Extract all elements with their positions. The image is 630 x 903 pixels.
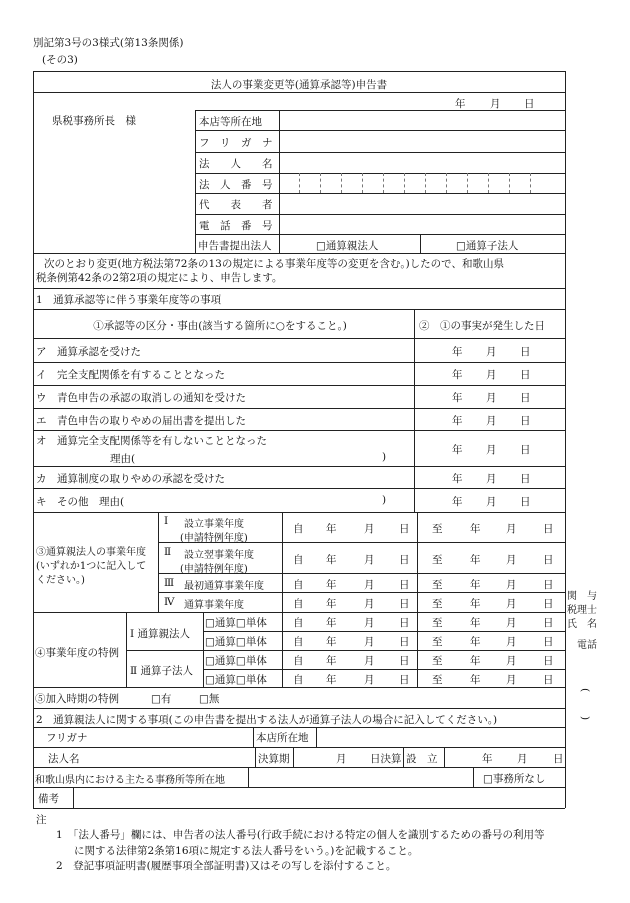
section3-label-1: ③通算親法人の事業年度 [36,547,146,558]
sp4-from: 自 [293,674,304,686]
intro-text-1: 次のとおり変更(地方税法第72条の13の規定による事業年度等の変更を含む。)したので、和歌山県 [44,258,504,270]
sp4-from-year: 年 [326,674,337,686]
special-row1-option[interactable]: □通算□単体 [205,617,267,629]
fy3-to: 至 [432,579,443,591]
field-filer-label: 申告書提出法人 [198,240,272,252]
sp4-to: 至 [432,674,443,686]
fy4-from-month: 月 [364,598,375,610]
fy-item-4-l1: 通算事業年度 [184,600,244,611]
fy3-from-month: 月 [364,579,375,591]
fy1-from: 自 [293,523,304,535]
section2-heading: 2 通算親法人に関する事項(この申告書を提出する法人が通算子法人の場合に記入してください。) [36,714,498,726]
sp2-to-day: 日 [543,636,554,648]
sp1-from: 自 [293,617,304,629]
form-title: 法人の事業変更等(通算承認等)申告書 [210,79,388,91]
note-1-line-1: 1 「法人番号」欄には、申告者の法人番号(行政手続における特定の個人を識別するための番号の利用等 [56,829,545,841]
sp1-to-year: 年 [470,617,481,629]
section3-label-2: (いずれか1つに記入して [36,561,147,572]
fiscal-day-settle: 日決算 [370,753,402,765]
reason-item-ka: カ 通算制度の取りやめの承認を受けた [36,473,225,485]
tax-accountant-l2: 税理士 [567,605,597,616]
fy4-from-year: 年 [326,598,337,610]
establish-month: 月 [517,753,528,765]
sp3-to-day: 日 [543,655,554,667]
sp4-to-month: 月 [506,674,517,686]
reason-o-label: 理由( [110,453,136,465]
fy1-to-year: 年 [470,523,481,535]
fy4-to: 至 [432,598,443,610]
sp2-to-month: 月 [506,636,517,648]
sp2-to-year: 年 [470,636,481,648]
fy2-to-month: 月 [506,554,517,566]
establish-year: 年 [482,753,493,765]
date-o-day: 日 [520,444,531,456]
date-a-month: 月 [486,346,497,358]
date-u-month: 月 [486,392,497,404]
section5-no[interactable]: □無 [199,693,220,705]
tax-accountant-phone: 電話 [577,640,597,651]
sp1-to-day: 日 [543,617,554,629]
fy-item-1-l1: 設立事業年度 [184,519,244,530]
fy4-to-year: 年 [470,598,481,610]
parent-furigana-label: フリガナ [46,732,88,744]
field-corp-number-label: 法 人 番 号 [199,179,273,191]
notes-label: 注 [36,814,47,826]
fy2-to-day: 日 [543,554,554,566]
section3-label-3: ください。) [36,575,85,586]
date-o-year: 年 [452,444,463,456]
fy4-to-month: 月 [506,598,517,610]
section1-col2-header: ② ①の事実が発生した日 [419,320,545,332]
section4-parent-label: Ⅰ 通算親法人 [130,628,190,640]
special-row3-option[interactable]: □通算□単体 [205,655,267,667]
fy3-to-year: 年 [470,579,481,591]
option-child-corp[interactable]: □通算子法人 [456,240,519,252]
fy4-from: 自 [293,598,304,610]
fy-item-2-l1: 設立翌事業年度 [184,550,254,561]
date-a-day: 日 [520,346,531,358]
fy2-to-year: 年 [470,554,481,566]
parent-hq-label: 本店所在地 [256,732,309,744]
date-ki-year: 年 [452,496,463,508]
phone-paren-close: ) [579,715,592,721]
field-furigana-label: フ リ ガ ナ [199,137,273,149]
fy-item-3-num: Ⅲ [164,577,175,589]
note-1-line-2: に関する法律第2条第16項に規定する法人番号をいう。)を記載すること。 [74,845,419,857]
field-phone-label: 電 話 番 号 [199,220,273,232]
section1-heading: 1 通算承認等に伴う事業年度等の事項 [36,294,222,306]
sp1-from-year: 年 [326,617,337,629]
date-e-year: 年 [452,415,463,427]
parent-name-label: 法人名 [48,753,80,765]
reason-item-a: ア 通算承認を受けた [36,346,141,358]
reason-item-e: エ 青色申告の取りやめの届出書を提出した [36,415,246,427]
date-a-year: 年 [452,346,463,358]
fy1-from-year: 年 [326,523,337,535]
fiscal-label: 決算期 [258,753,290,765]
section4-child-label: Ⅱ 通算子法人 [130,665,193,677]
reason-ki-close: ) [382,494,387,506]
fy-item-1-num: Ⅰ [164,515,169,527]
date-i-year: 年 [452,369,463,381]
fy2-from-month: 月 [364,554,375,566]
date-ki-day: 日 [520,496,531,508]
reason-item-o: オ 通算完全支配関係等を有しないこととなった [36,435,267,447]
date-ka-year: 年 [452,473,463,485]
form-reference: 別記第3号の3様式(第13条関係) [33,37,184,49]
date-ki-month: 月 [486,496,497,508]
fy-item-2-l2: (申請特例年度) [180,564,248,575]
sp4-to-year: 年 [470,674,481,686]
sp3-to-month: 月 [506,655,517,667]
tax-accountant-l1: 関 与 [567,591,597,602]
option-parent-corp[interactable]: □通算親法人 [316,240,379,252]
date-day: 日 [524,98,535,110]
fy1-to-day: 日 [543,523,554,535]
sp1-from-month: 月 [364,617,375,629]
section4-label: ④事業年度の特例 [35,647,119,659]
fiscal-month: 月 [336,753,347,765]
sp3-from-year: 年 [326,655,337,667]
date-i-day: 日 [520,369,531,381]
sp4-from-day: 日 [399,674,410,686]
sp3-from: 自 [293,655,304,667]
fy2-from-year: 年 [326,554,337,566]
date-month: 月 [490,98,501,110]
fy1-to: 至 [432,523,443,535]
date-i-month: 月 [486,369,497,381]
remarks-label: 備考 [38,793,59,805]
date-e-day: 日 [520,415,531,427]
date-u-year: 年 [452,392,463,404]
sp1-to-month: 月 [506,617,517,629]
fy3-to-month: 月 [506,579,517,591]
fy1-from-day: 日 [399,523,410,535]
sp4-from-month: 月 [364,674,375,686]
fy4-to-day: 日 [543,598,554,610]
sp3-to-year: 年 [470,655,481,667]
establish-day: 日 [553,753,564,765]
sp2-to: 至 [432,636,443,648]
form-subreference: (その3) [42,54,78,66]
tax-accountant-l3: 氏 名 [567,619,597,630]
phone-paren-open: ( [579,687,592,693]
fy-item-2-num: Ⅱ [164,546,172,558]
date-u-day: 日 [520,392,531,404]
date-e-month: 月 [486,415,497,427]
fy3-from-year: 年 [326,579,337,591]
fy3-from: 自 [293,579,304,591]
fy3-to-day: 日 [543,579,554,591]
special-row4-option[interactable]: □通算□単体 [205,674,267,686]
date-o-month: 月 [486,444,497,456]
fy-item-4-num: Ⅳ [164,596,175,608]
section1-col1-header: ①承認等の区分・事由(該当する箇所に○をすること。) [93,320,347,332]
fy-item-3-l1: 最初通算事業年度 [184,581,264,592]
sp1-from-day: 日 [399,617,410,629]
reason-o-close: ) [382,451,387,463]
office-address-label: 和歌山県内における主たる事務所等所在地 [35,775,225,786]
date-ka-day: 日 [520,473,531,485]
section5-yes[interactable]: □有 [151,693,172,705]
fy4-from-day: 日 [399,598,410,610]
fy-item-1-l2: (申請特例年度) [180,533,248,544]
sp4-to-day: 日 [543,674,554,686]
sp2-from-day: 日 [399,636,410,648]
fy1-to-month: 月 [506,523,517,535]
fy2-to: 至 [432,554,443,566]
date-ka-month: 月 [486,473,497,485]
field-representative-label: 代 表 者 [199,199,273,211]
note-2: 2 登記事項証明書(履歴事項全部証明書)又はその写しを添付すること。 [56,860,397,872]
sp2-from: 自 [293,636,304,648]
reason-item-ki: キ その他 理由( [36,496,125,508]
sp1-to: 至 [432,617,443,629]
sp3-from-day: 日 [399,655,410,667]
field-corp-name-label: 法 人 名 [199,158,273,170]
fy2-from-day: 日 [399,554,410,566]
section5-label: ⑤加入時期の特例 [35,693,119,705]
no-office-option[interactable]: □事務所なし [483,773,546,785]
field-hq-address-label: 本店等所在地 [199,116,262,128]
sp2-from-month: 月 [364,636,375,648]
sp3-to: 至 [432,655,443,667]
reason-item-u: ウ 青色申告の承認の取消しの通知を受けた [36,392,246,404]
sp3-from-month: 月 [364,655,375,667]
fy3-from-day: 日 [399,579,410,591]
recipient-label: 県税事務所長 様 [52,115,136,127]
fy2-from: 自 [293,554,304,566]
date-year: 年 [455,98,466,110]
intro-text-2: 税条例第42条の2第2項の規定により、申告します。 [36,272,283,284]
special-row2-option[interactable]: □通算□単体 [205,636,267,648]
sp2-from-year: 年 [326,636,337,648]
reason-item-i: イ 完全支配関係を有することとなった [36,369,225,381]
establish-label: 設 立 [406,753,438,765]
fy1-from-month: 月 [364,523,375,535]
